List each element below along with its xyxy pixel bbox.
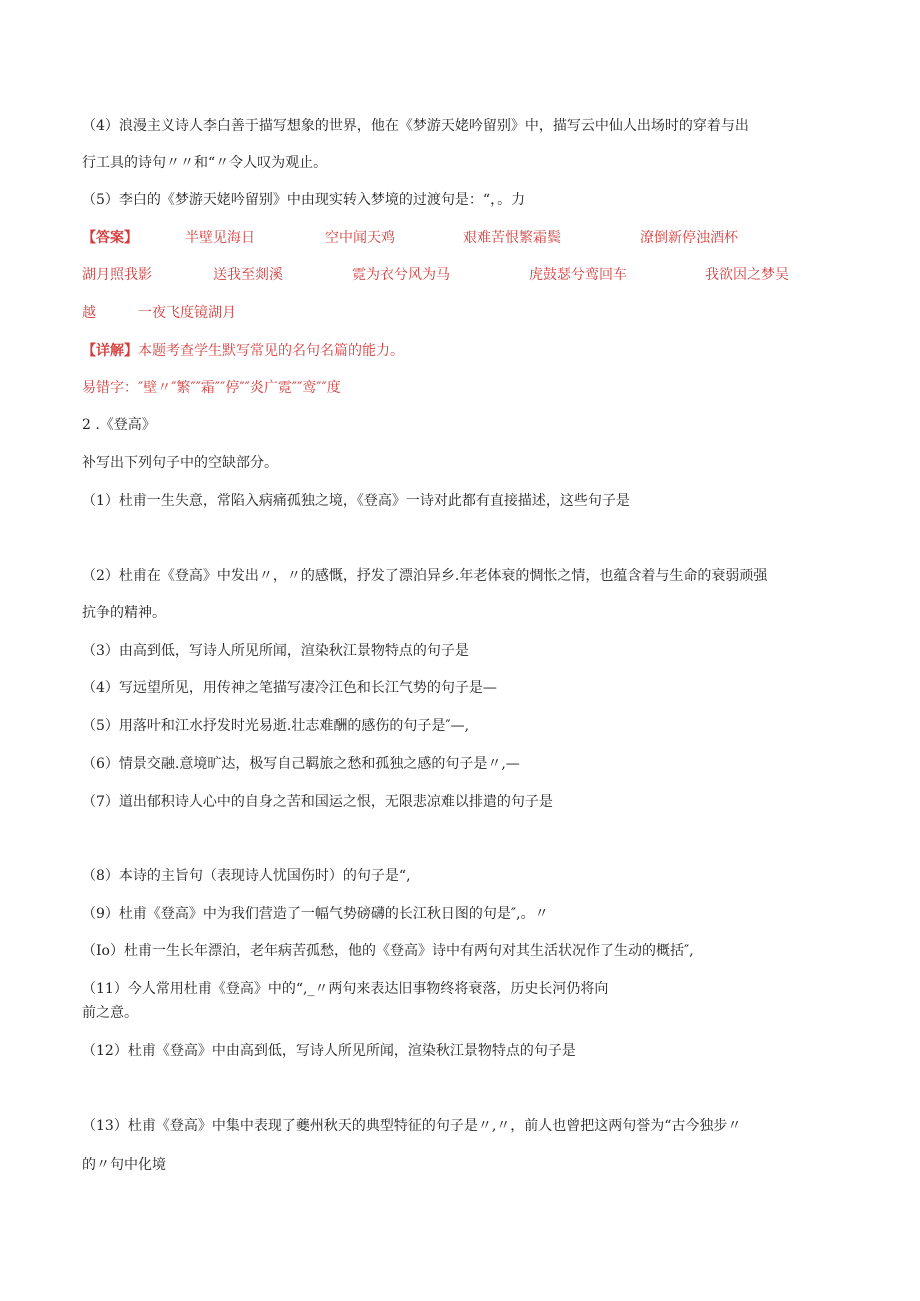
q2-item11-line2: 前之意。 [82,1005,138,1021]
answer-row3-cell: 一夜飞度镜湖月 [138,305,236,321]
q2-item2-line2: 抗争的精神。 [82,605,166,621]
answer-row2-cell: 送我至剡溪 [213,267,283,283]
q2-item9: （9）杜甫《登高》中为我们营造了一幅气势磅礴的长江秋日图的句是″,。〃 [82,906,549,922]
q2-item10: （Io）杜甫一生长年漂泊，老年病苦孤愁，他的《登高》诗中有两句对其生活状况作了生动的概括″, [82,943,694,959]
answer-label: 【答案】 [82,230,138,246]
q2-intro: 补写出下列句子中的空缺部分。 [82,455,278,471]
answer-row1-cell: 空中闻天鸡 [325,230,395,246]
answer-row2-cell: 湖月照我影 [82,267,152,283]
q2-heading: 2 .《登高》 [82,417,156,433]
detail-text: 本题考查学生默写常见的名句名篇的能力。 [138,343,404,359]
q2-item7: （7）道出郁积诗人心中的自身之苦和国运之恨，无限悲凉难以排遣的句子是 [82,794,553,810]
q2-item8: （8）本诗的主旨句（表现诗人忧国伤时）的句子是“, [82,868,411,884]
answer-row3-cell: 越 [82,305,96,321]
q2-item12: （12）杜甫《登高》中由高到低，写诗人所见所闻，渲染秋江景物特点的句子是 [82,1043,576,1059]
q2-item2-line1: （2）杜甫在《登高》中发出〃，〃的感慨，抒发了漂泊异乡.年老体衰的惆怅之情，也蕴含着与生命的衰弱顽强 [82,568,768,584]
answer-row1-cell: 潦倒新停浊酒杯 [640,230,738,246]
q2-item3: （3）由高到低，写诗人所见所闻，渲染秋江景物特点的句子是 [82,643,469,659]
q2-item6: （6）情景交融.意境旷达，极写自己羁旅之愁和孤独之感的句子是〃,— [82,756,520,772]
q2-item5: （5）用落叶和江水抒发时光易逝.壮志难酬的感伤的句子是″—, [82,718,470,734]
answer-row1-cell: 半壁见海日 [185,230,255,246]
answer-row2-cell: 霓为衣兮风为马 [352,267,450,283]
q2-item13-line2: 的〃句中化境 [82,1157,166,1173]
detail-line [82,341,404,361]
q2-item1: （1）杜甫一生失意，常陷入病痛孤独之境，《登高》一诗对此都有直接描述，这些句子是 [82,493,630,509]
detail-label: 【详解】 [82,343,138,359]
answer-row1-cell: 艰难苦恨繁霜鬓 [463,230,561,246]
q1-item4-line2: 行工具的诗句〃〃和“〃令人叹为观止。 [82,155,328,171]
errors-line: 易错字：″壁〃″繁″″霜″″停″″炎广霓″″鸾″″度 [82,380,341,396]
q2-item11-line1: （11）今人常用杜甫《登高》中的“,_〃两句来表达旧事物终将衰落，历史长河仍将向 [82,981,609,997]
q1-item5: （5）李白的《梦游天姥吟留别》中由现实转入梦境的过渡句是：“，。力 [82,192,526,208]
q2-item4: （4）写远望所见，用传神之笔描写凄冷江色和长江气势的句子是— [82,680,497,696]
q1-item4-line1: （4）浪漫主义诗人李白善于描写想象的世界，他在《梦游天姥吟留别》中，描写云中仙人出场时的穿着与出 [82,118,749,134]
answer-row2-cell: 我欲因之梦吴 [705,267,789,283]
answer-row2-cell: 虎鼓瑟兮鸾回车 [529,267,627,283]
q2-item13-line1: （13）杜甫《登高》中集中表现了夔州秋天的典型特征的句子是〃,〃，前人也曾把这两句誉为“古今独步〃 [82,1118,742,1134]
